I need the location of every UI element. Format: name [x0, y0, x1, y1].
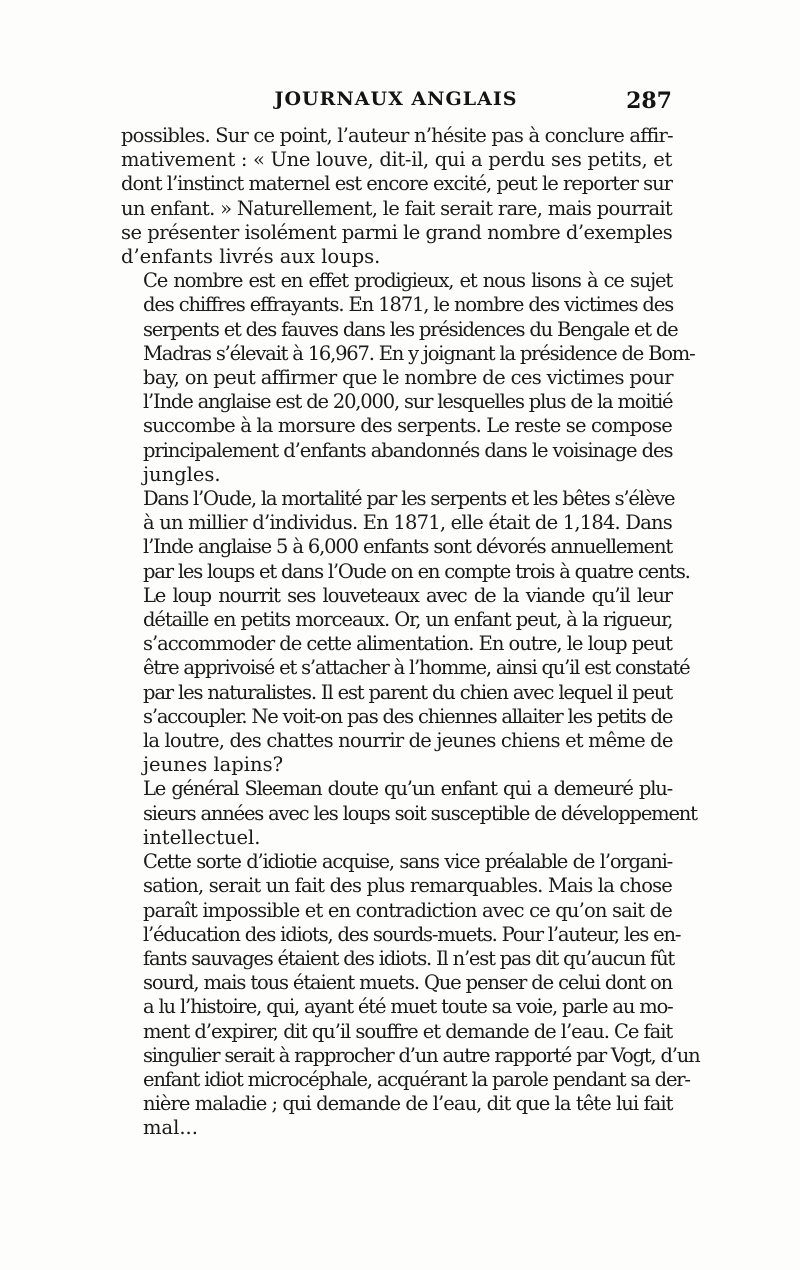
- text-line: jeunes lapins?: [143, 753, 284, 777]
- text-line: un enfant. » Naturellement, le fait serait rare, mais pourrait: [121, 196, 672, 220]
- text-line: paraît impossible et en contradiction avec ce qu’on sait de: [143, 898, 672, 922]
- text-line: mal...: [143, 1116, 198, 1140]
- text-line: possibles. Sur ce point, l’auteur n’hésite pas à conclure affir-: [121, 124, 673, 147]
- text-line: a lu l’histoire, qui, ayant été muet toute sa voie, parle au mo-: [143, 995, 673, 1019]
- text-line: dont l’instinct maternel est encore excité, peut le reporter sur: [121, 172, 672, 196]
- text-line: s’accoupler. Ne voit-on pas des chiennes allaiter les petits de: [143, 704, 673, 728]
- text-line: Le général Sleeman doute qu’un enfant qui a demeuré plu-: [143, 777, 672, 801]
- running-head-title: JOURNAUX ANGLAIS: [274, 88, 518, 110]
- text-line: des chiffres effrayants. En 1871, le nombre des victimes des: [143, 293, 674, 317]
- text-line: détaille en petits morceaux. Or, un enfant peut, à la rigueur,: [143, 608, 673, 632]
- running-head: [120, 88, 672, 118]
- text-line: sieurs années avec les loups soit susceptible de développement: [143, 801, 697, 825]
- text-line: singulier serait à rapprocher d’un autre rapporté par Vogt, d’un: [143, 1043, 700, 1067]
- text-line: Ce nombre est en effet prodigieux, et nous lisons à ce sujet: [143, 269, 672, 293]
- text-line: d’enfants livrés aux loups.: [121, 245, 381, 269]
- text-line: succombe à la morsure des serpents. Le reste se compose: [143, 414, 672, 438]
- text-line: intellectuel.: [143, 825, 261, 849]
- text-line: être apprivoisé et s’attacher à l’homme, ainsi qu’il est constaté: [143, 656, 690, 680]
- text-line: jungles.: [143, 462, 221, 486]
- paragraph: [121, 777, 697, 850]
- text-line: l’Inde anglaise est de 20,000, sur lesquelles plus de la moitié: [143, 390, 673, 414]
- text-line: par les naturalistes. Il est parent du chien avec lequel il peut: [143, 680, 672, 704]
- text-line: serpents et des fauves dans les présidences du Bengale et de: [143, 317, 678, 341]
- text-line: Le loup nourrit ses louveteaux avec de la viande qu’il leur: [143, 583, 672, 607]
- text-line: fants sauvages étaient des idiots. Il n’est pas dit qu’aucun fût: [143, 946, 675, 970]
- text-line: enfant idiot microcéphale, acquérant la parole pendant sa der-: [143, 1067, 690, 1091]
- text-line: à un millier d’individus. En 1871, elle était de 1,184. Dans: [143, 511, 672, 535]
- text-line: se présenter isolément parmi le grand nombre d’exemples: [121, 220, 673, 244]
- paragraph: [121, 124, 672, 269]
- text-line: par les loups et dans l’Oude on en compte trois à quatre cents.: [143, 559, 690, 583]
- text-line: Cette sorte d’idiotie acquise, sans vice préalable de l’organi-: [143, 850, 672, 874]
- text-line: Dans l’Oude, la mortalité par les serpents et les bêtes s’élève: [143, 487, 675, 511]
- body-text: [121, 124, 700, 1141]
- text-line: mativement : « Une louve, dit-il, qui a perdu ses petits, et: [121, 148, 672, 172]
- text-line: sation, serait un fait des plus remarquables. Mais la chose: [143, 874, 672, 898]
- page-number: 287: [626, 88, 672, 114]
- text-line: nière maladie ; qui demande de l’eau, dit que la tête lui fait: [143, 1092, 673, 1116]
- text-line: principalement d’enfants abandonnés dans le voisinage des: [143, 438, 673, 462]
- text-line: ment d’expirer, dit qu’il souffre et demande de l’eau. Ce fait: [143, 1019, 673, 1043]
- paragraph: [121, 487, 690, 584]
- text-line: l’Inde anglaise 5 à 6,000 enfants sont dévorés annuellement: [143, 535, 673, 559]
- text-line: la loutre, des chattes nourrir de jeunes chiens et même de: [143, 729, 673, 753]
- text-line: sourd, mais tous étaient muets. Que penser de celui dont on: [143, 971, 672, 995]
- text-line: bay, on peut affirmer que le nombre de ces victimes pour: [143, 366, 673, 390]
- paragraph: [121, 583, 690, 778]
- text-line: s’accommoder de cette alimentation. En outre, le loup peut: [143, 632, 672, 656]
- text-line: Madras s’élevait à 16,967. En y joignant la présidence de Bom-: [143, 341, 695, 365]
- paragraph: [121, 269, 695, 487]
- paragraph: [121, 850, 700, 1140]
- text-line: l’éducation des idiots, des sourds-muets. Pour l’auteur, les en-: [143, 922, 681, 946]
